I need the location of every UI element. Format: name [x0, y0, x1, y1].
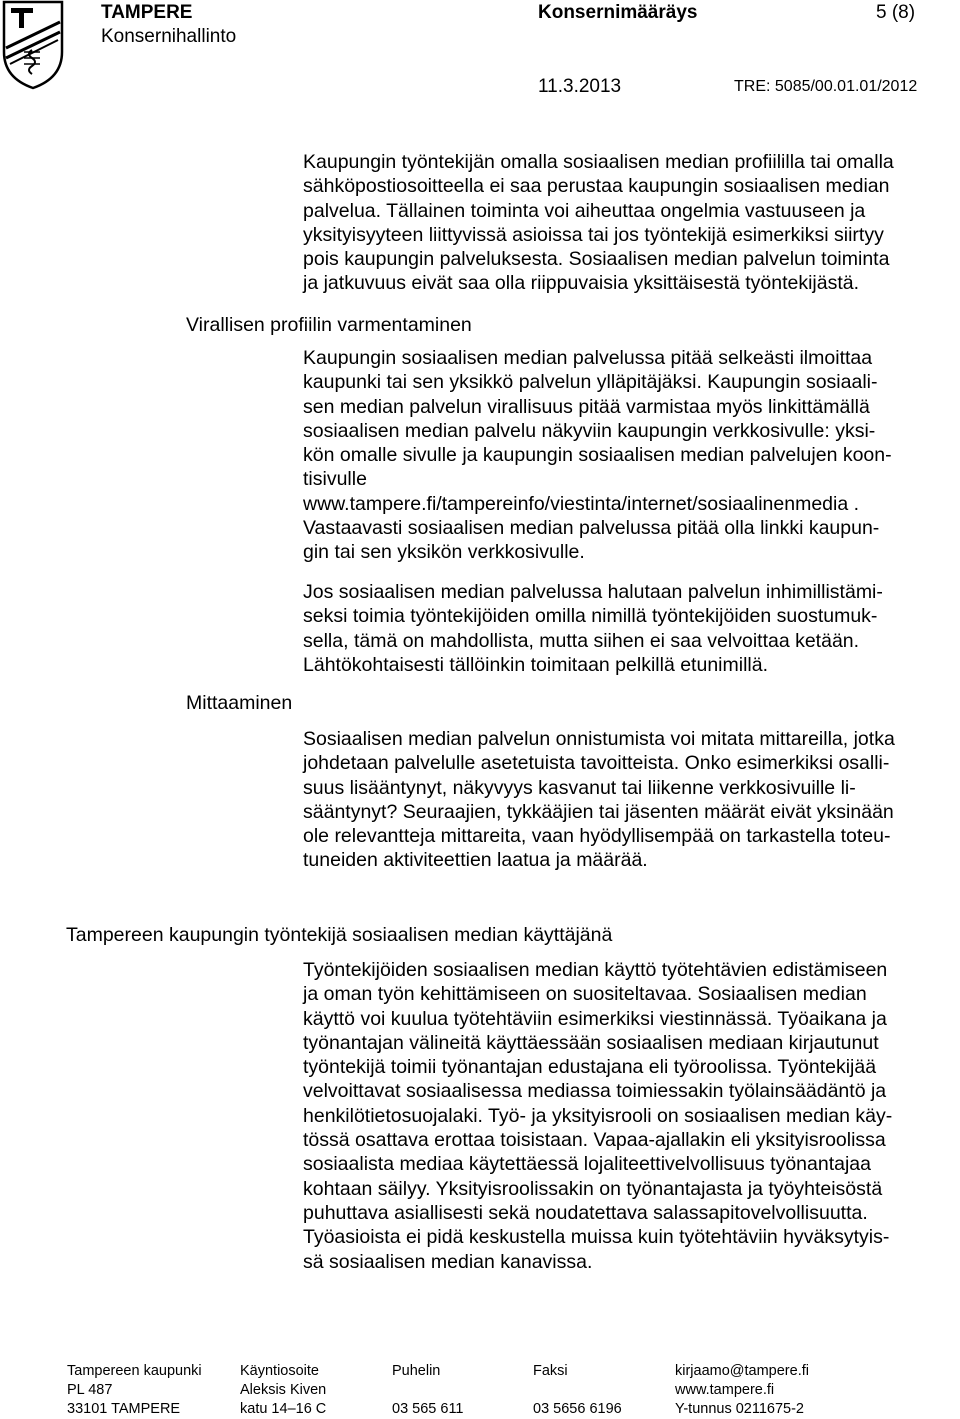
- department-name: Konsernihallinto: [101, 26, 237, 47]
- footer-column-phone: [392, 1362, 464, 1419]
- text-line: Vastaavasti sosiaalisen median palvelussa pitää olla linkki kaupun-: [303, 517, 880, 540]
- text-line: tössä osattava erottaa toisistaan. Vapaa-ajallakin eli yksityisroolissa: [303, 1129, 886, 1152]
- text-line: tisivulle: [303, 468, 367, 491]
- text-line: sääntynyt? Seuraajien, tykkääjien tai jäsenten määrät eivät yksinään: [303, 800, 894, 823]
- text-line: tuneiden aktiviteettien laatua ja määrää.: [303, 849, 648, 872]
- text-line: velvoittavat sosiaalisessa mediassa toimiessakin työlainsäädäntö ja: [303, 1080, 887, 1103]
- measuring-paragraph: [303, 727, 960, 873]
- footer-line: 03 5656 6196: [533, 1401, 622, 1417]
- footer-line: Y-tunnus 0211675-2: [675, 1401, 804, 1417]
- text-line: Kaupungin työntekijän omalla sosiaalisen median profiililla tai omalla: [303, 151, 894, 173]
- text-line: työntekijä toimii työnantajan edustajana eli työroolissa. Työntekijää: [303, 1056, 877, 1079]
- text-line: käyttö voi kuulua työtehtäviin esimerkiksi viestinnässä. Työaikana ja: [303, 1007, 887, 1030]
- footer-website[interactable]: www.tampere.fi: [675, 1382, 775, 1398]
- text-line: Työasioista ei pidä keskustella muissa kuin työtehtäviin hyväksytyis-: [303, 1226, 890, 1249]
- footer-line: Faksi: [533, 1363, 568, 1379]
- text-line: sä sosiaalisen median kanavissa.: [303, 1250, 593, 1273]
- text-line: sella, tämä on mahdollista, mutta siihen ei saa velvoittaa ketään.: [303, 629, 860, 652]
- footer-line: Tampereen kaupunki: [67, 1363, 202, 1379]
- footer-column-address: [67, 1362, 202, 1419]
- text-line: Jos sosiaalisen median palvelussa halutaan palvelun inhimillistämi-: [303, 581, 883, 603]
- footer-column-fax: [533, 1362, 622, 1419]
- text-line: suus lisääntynyt, näkyvyys kasvanut tai liikenne verkkosivuille li-: [303, 776, 856, 799]
- text-line: palvelua. Tällainen toiminta voi aiheuttaa ongelmia vastuuseen ja: [303, 199, 866, 222]
- text-line: kön omalle sivulle ja kaupungin sosiaalisen median palvelujen koon-: [303, 444, 892, 467]
- intro-paragraph: [303, 150, 960, 296]
- text-line: Lähtökohtaisesti tällöinkin toimitaan pelkillä etunimillä.: [303, 653, 769, 676]
- text-line: johdetaan palvelulle asetetuista tavoitteista. Onko esimerkiksi osalli-: [303, 752, 890, 775]
- text-line: sen median palvelun virallisuus pitää varmistaa myös linkittämällä: [303, 395, 870, 418]
- text-line: Sosiaalisen median palvelun onnistumista voi mitata mittareilla, jotka: [303, 728, 895, 750]
- text-line: Kaupungin sosiaalisen median palvelussa pitää selkeästi ilmoittaa: [303, 347, 873, 369]
- text-line: sähköpostiosoitteella ei saa perustaa kaupungin sosiaalisen median: [303, 175, 890, 198]
- text-line: gin tai sen yksikön verkkosivulle.: [303, 541, 585, 564]
- text-line: seksi toimia työntekijöiden omilla nimillä työntekijöiden suostumuk-: [303, 605, 878, 628]
- verification-paragraph-2: [303, 580, 960, 677]
- employee-paragraph: [303, 958, 960, 1274]
- footer-email[interactable]: kirjaamo@tampere.fi: [675, 1363, 809, 1379]
- text-line: ole relevantteja mittareita, vaan hyödyllisempää on tarkastella toteu-: [303, 825, 891, 848]
- org-name: TAMPERE: [101, 2, 193, 23]
- footer-line: katu 14–16 C: [240, 1401, 327, 1417]
- text-line: ja jatkuvuus eivät saa olla riippuvaisia yksittäisestä työntekijästä.: [303, 272, 860, 295]
- page-number: 5 (8): [876, 2, 916, 23]
- footer-column-contact: [675, 1362, 809, 1419]
- footer-line: Käyntiosoite: [240, 1363, 319, 1379]
- text-line: Työntekijöiden sosiaalisen median käyttö työtehtävien edistämiseen: [303, 959, 888, 981]
- text-line: ja oman työn kehittämiseen on suositeltavaa. Sosiaalisen median: [303, 983, 867, 1006]
- footer-line: 33101 TAMPERE: [67, 1401, 181, 1417]
- text-line: työnantajan välineitä käyttäessään sosiaalisen mediaan kirjautunut: [303, 1031, 879, 1054]
- text-line: puhuttava asiallisesti sekä noudatettava salassapitovelvollisuutta.: [303, 1201, 868, 1224]
- section-heading-measuring: Mittaaminen: [186, 692, 293, 714]
- footer-line: Aleksis Kiven: [240, 1382, 327, 1398]
- text-line: henkilötietosuojalaki. Työ- ja yksityisrooli on sosiaalisen median käy-: [303, 1104, 893, 1127]
- section-heading-employee: Tampereen kaupungin työntekijä sosiaalisen median käyttäjänä: [66, 924, 613, 946]
- text-line: pois kaupungin palveluksesta. Sosiaalisen median palvelun toiminta: [303, 248, 890, 271]
- text-line: www.tampere.fi/tampereinfo/viestinta/internet/sosiaalinenmedia .: [303, 492, 860, 515]
- text-line: kohtaan säilyy. Yksityisroolissakin on työnantajasta ja työyhteisöstä: [303, 1177, 883, 1200]
- document-date: 11.3.2013: [538, 76, 622, 97]
- footer-column-visiting-address: [240, 1362, 326, 1419]
- text-line: yksityisyyteen liittyvissä asioissa tai jos työntekijä esimerkiksi siirtyy: [303, 223, 884, 246]
- footer-line: Puhelin: [392, 1363, 441, 1379]
- verification-paragraph-1: [303, 346, 960, 565]
- text-line: kaupunki tai sen yksikkö palvelun ylläpitäjäksi. Kaupungin sosiaali-: [303, 371, 878, 394]
- text-line: sosiaalisen median palvelu näkyviin kaupungin verkkosivulle: yksi-: [303, 419, 876, 442]
- text-line: sosiaalista mediaa käytettäessä lojaliteettivelvollisuus työnantajaa: [303, 1153, 871, 1176]
- footer-line: PL 487: [67, 1382, 113, 1398]
- footer-spacer: [392, 1381, 464, 1400]
- footer-spacer: [533, 1381, 622, 1400]
- document-type: Konsernimääräys: [538, 2, 698, 23]
- tampere-coat-of-arms-icon: [2, 0, 64, 90]
- section-heading-verification: Virallisen profiilin varmentaminen: [186, 314, 472, 336]
- document-reference: TRE: 5085/00.01.01/2012: [734, 78, 918, 95]
- footer-line: 03 565 611: [392, 1401, 464, 1417]
